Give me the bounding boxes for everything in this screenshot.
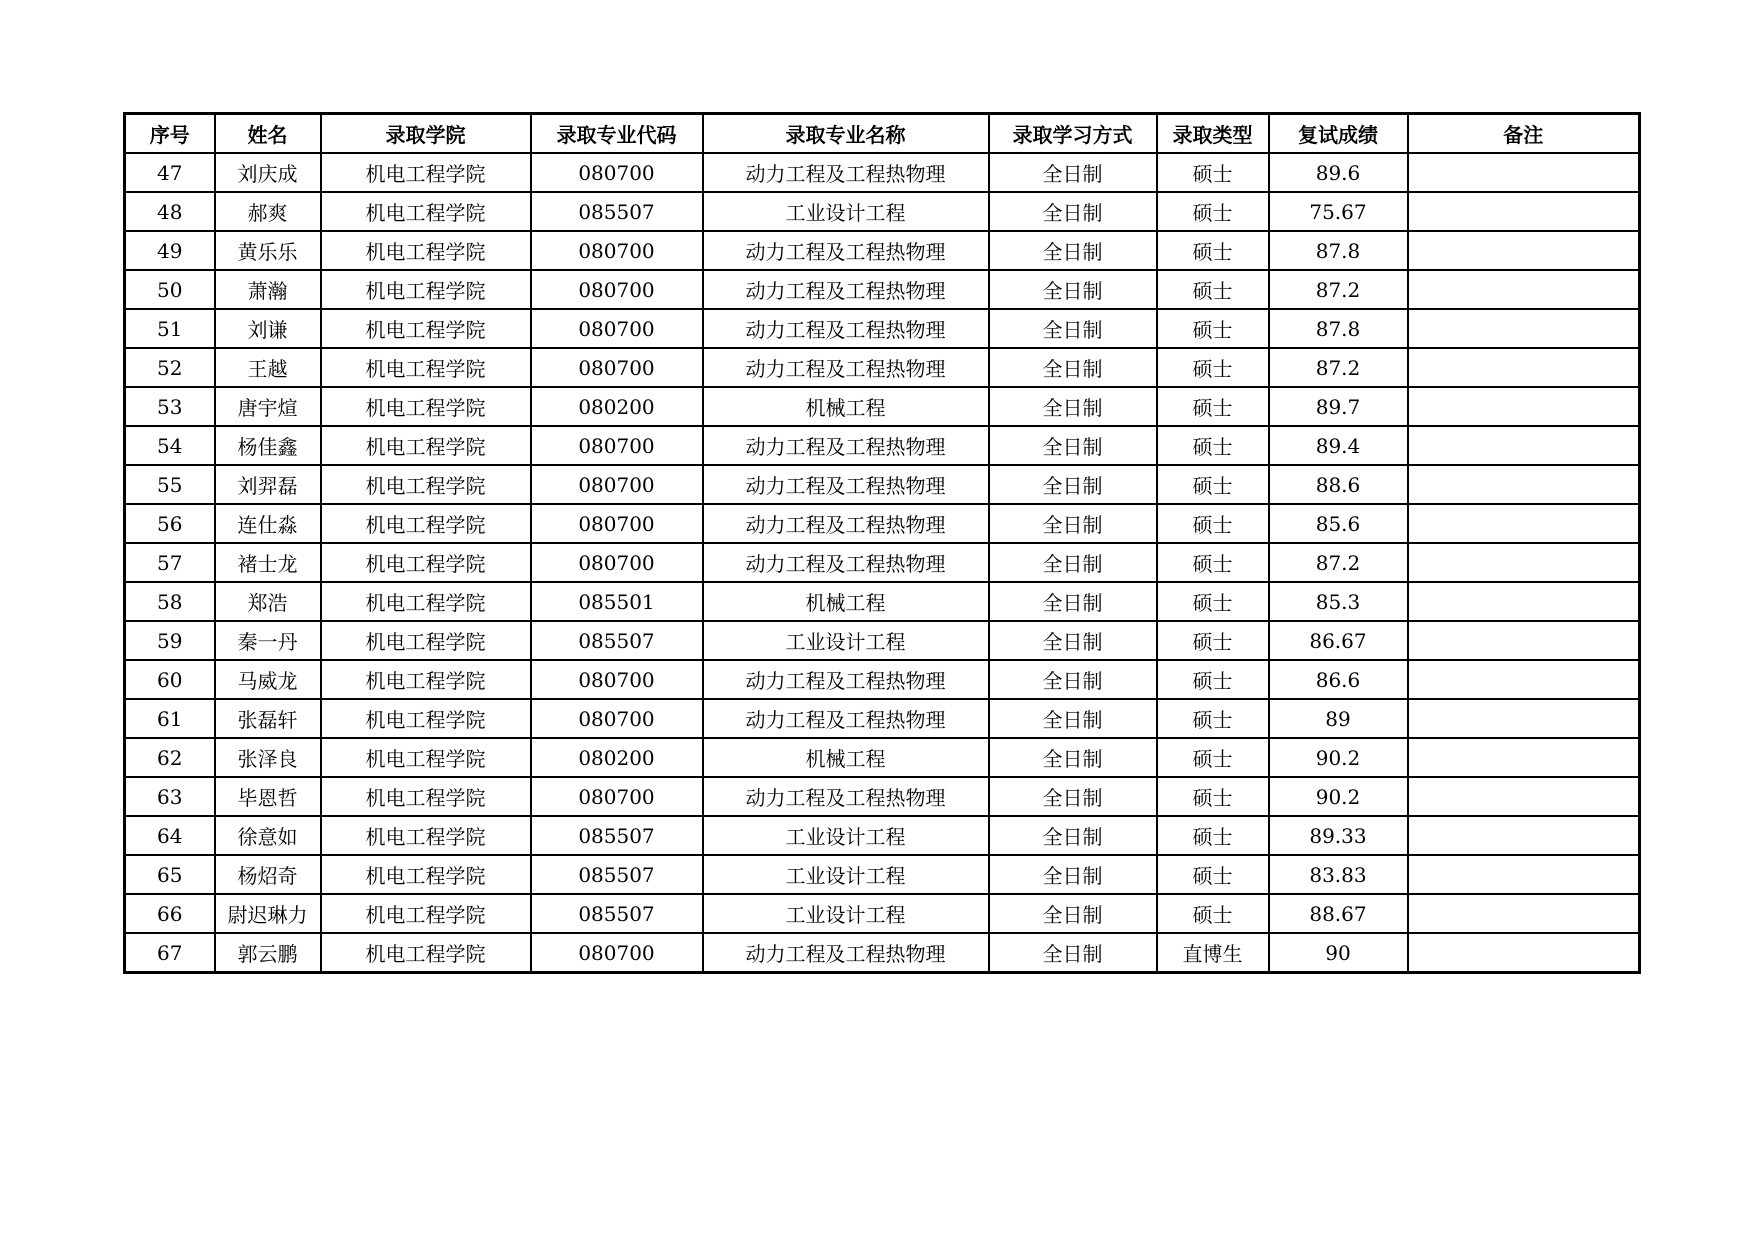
- name-cell: 秦一丹: [215, 621, 321, 660]
- remarks-cell: [1408, 153, 1640, 192]
- study-mode-cell: 全日制: [989, 387, 1157, 426]
- major-code-cell: 080200: [531, 387, 703, 426]
- header-major-code: 录取专业代码: [531, 114, 703, 154]
- major-name-cell: 工业设计工程: [703, 621, 989, 660]
- college-cell: 机电工程学院: [321, 192, 531, 231]
- study-mode-cell: 全日制: [989, 231, 1157, 270]
- seq-cell: 51: [125, 309, 215, 348]
- college-cell: 机电工程学院: [321, 465, 531, 504]
- seq-cell: 67: [125, 933, 215, 973]
- remarks-cell: [1408, 465, 1640, 504]
- table-row: [125, 660, 1640, 699]
- retest-score-cell: 86.67: [1269, 621, 1408, 660]
- table-row: [125, 465, 1640, 504]
- college-cell: 机电工程学院: [321, 309, 531, 348]
- study-mode-cell: 全日制: [989, 465, 1157, 504]
- study-mode-cell: 全日制: [989, 270, 1157, 309]
- admit-type-cell: 硕士: [1157, 387, 1269, 426]
- admit-type-cell: 硕士: [1157, 855, 1269, 894]
- remarks-cell: [1408, 855, 1640, 894]
- major-code-cell: 085507: [531, 621, 703, 660]
- major-code-cell: 080700: [531, 348, 703, 387]
- retest-score-cell: 90.2: [1269, 738, 1408, 777]
- remarks-cell: [1408, 738, 1640, 777]
- retest-score-cell: 88.67: [1269, 894, 1408, 933]
- major-name-cell: 机械工程: [703, 387, 989, 426]
- study-mode-cell: 全日制: [989, 543, 1157, 582]
- seq-cell: 49: [125, 231, 215, 270]
- major-code-cell: 080700: [531, 543, 703, 582]
- seq-cell: 53: [125, 387, 215, 426]
- remarks-cell: [1408, 699, 1640, 738]
- header-college: 录取学院: [321, 114, 531, 154]
- seq-cell: 52: [125, 348, 215, 387]
- name-cell: 杨炤奇: [215, 855, 321, 894]
- name-cell: 尉迟琳力: [215, 894, 321, 933]
- name-cell: 郭云鹏: [215, 933, 321, 973]
- seq-cell: 62: [125, 738, 215, 777]
- remarks-cell: [1408, 504, 1640, 543]
- study-mode-cell: 全日制: [989, 777, 1157, 816]
- seq-cell: 66: [125, 894, 215, 933]
- name-cell: 郝爽: [215, 192, 321, 231]
- major-code-cell: 085507: [531, 192, 703, 231]
- retest-score-cell: 89.7: [1269, 387, 1408, 426]
- remarks-cell: [1408, 348, 1640, 387]
- study-mode-cell: 全日制: [989, 894, 1157, 933]
- college-cell: 机电工程学院: [321, 231, 531, 270]
- major-name-cell: 动力工程及工程热物理: [703, 660, 989, 699]
- major-name-cell: 机械工程: [703, 582, 989, 621]
- table-row: [125, 270, 1640, 309]
- major-code-cell: 080700: [531, 777, 703, 816]
- name-cell: 张泽良: [215, 738, 321, 777]
- major-name-cell: 动力工程及工程热物理: [703, 270, 989, 309]
- table-row: [125, 699, 1640, 738]
- seq-cell: 60: [125, 660, 215, 699]
- admit-type-cell: 硕士: [1157, 777, 1269, 816]
- major-code-cell: 085507: [531, 855, 703, 894]
- admit-type-cell: 硕士: [1157, 270, 1269, 309]
- major-code-cell: 085507: [531, 816, 703, 855]
- table-row: [125, 894, 1640, 933]
- major-code-cell: 080700: [531, 309, 703, 348]
- college-cell: 机电工程学院: [321, 777, 531, 816]
- major-code-cell: 080200: [531, 738, 703, 777]
- retest-score-cell: 90: [1269, 933, 1408, 973]
- table-header-row: [125, 114, 1640, 154]
- table-body: [125, 153, 1640, 973]
- seq-cell: 54: [125, 426, 215, 465]
- admit-type-cell: 硕士: [1157, 309, 1269, 348]
- major-name-cell: 工业设计工程: [703, 816, 989, 855]
- admit-type-cell: 硕士: [1157, 504, 1269, 543]
- name-cell: 马威龙: [215, 660, 321, 699]
- major-name-cell: 工业设计工程: [703, 855, 989, 894]
- header-remarks: 备注: [1408, 114, 1640, 154]
- header-admit-type: 录取类型: [1157, 114, 1269, 154]
- name-cell: 徐意如: [215, 816, 321, 855]
- retest-score-cell: 87.2: [1269, 543, 1408, 582]
- header-retest-score: 复试成绩: [1269, 114, 1408, 154]
- study-mode-cell: 全日制: [989, 309, 1157, 348]
- header-name: 姓名: [215, 114, 321, 154]
- study-mode-cell: 全日制: [989, 738, 1157, 777]
- major-name-cell: 动力工程及工程热物理: [703, 231, 989, 270]
- remarks-cell: [1408, 192, 1640, 231]
- major-name-cell: 动力工程及工程热物理: [703, 426, 989, 465]
- major-name-cell: 动力工程及工程热物理: [703, 777, 989, 816]
- study-mode-cell: 全日制: [989, 660, 1157, 699]
- table-row: [125, 855, 1640, 894]
- name-cell: 杨佳鑫: [215, 426, 321, 465]
- college-cell: 机电工程学院: [321, 660, 531, 699]
- table-row: [125, 582, 1640, 621]
- name-cell: 王越: [215, 348, 321, 387]
- retest-score-cell: 85.6: [1269, 504, 1408, 543]
- major-name-cell: 动力工程及工程热物理: [703, 309, 989, 348]
- header-study-mode: 录取学习方式: [989, 114, 1157, 154]
- retest-score-cell: 87.8: [1269, 231, 1408, 270]
- admit-type-cell: 硕士: [1157, 894, 1269, 933]
- remarks-cell: [1408, 309, 1640, 348]
- seq-cell: 56: [125, 504, 215, 543]
- admit-type-cell: 硕士: [1157, 543, 1269, 582]
- name-cell: 刘谦: [215, 309, 321, 348]
- study-mode-cell: 全日制: [989, 153, 1157, 192]
- study-mode-cell: 全日制: [989, 621, 1157, 660]
- seq-cell: 61: [125, 699, 215, 738]
- retest-score-cell: 87.2: [1269, 270, 1408, 309]
- major-name-cell: 动力工程及工程热物理: [703, 699, 989, 738]
- major-name-cell: 机械工程: [703, 738, 989, 777]
- table-row: [125, 426, 1640, 465]
- seq-cell: 57: [125, 543, 215, 582]
- table-row: [125, 504, 1640, 543]
- name-cell: 唐宇煊: [215, 387, 321, 426]
- seq-cell: 50: [125, 270, 215, 309]
- college-cell: 机电工程学院: [321, 348, 531, 387]
- admit-type-cell: 硕士: [1157, 426, 1269, 465]
- admit-type-cell: 硕士: [1157, 231, 1269, 270]
- college-cell: 机电工程学院: [321, 543, 531, 582]
- major-code-cell: 080700: [531, 465, 703, 504]
- table-row: [125, 153, 1640, 192]
- seq-cell: 65: [125, 855, 215, 894]
- major-code-cell: 080700: [531, 426, 703, 465]
- study-mode-cell: 全日制: [989, 426, 1157, 465]
- remarks-cell: [1408, 621, 1640, 660]
- header-seq: 序号: [125, 114, 215, 154]
- study-mode-cell: 全日制: [989, 192, 1157, 231]
- college-cell: 机电工程学院: [321, 582, 531, 621]
- college-cell: 机电工程学院: [321, 504, 531, 543]
- admit-type-cell: 硕士: [1157, 348, 1269, 387]
- table-row: [125, 348, 1640, 387]
- retest-score-cell: 89: [1269, 699, 1408, 738]
- seq-cell: 59: [125, 621, 215, 660]
- table-row: [125, 387, 1640, 426]
- remarks-cell: [1408, 660, 1640, 699]
- table-row: [125, 192, 1640, 231]
- study-mode-cell: 全日制: [989, 348, 1157, 387]
- retest-score-cell: 75.67: [1269, 192, 1408, 231]
- major-name-cell: 动力工程及工程热物理: [703, 153, 989, 192]
- major-code-cell: 080700: [531, 270, 703, 309]
- major-code-cell: 080700: [531, 504, 703, 543]
- admit-type-cell: 硕士: [1157, 192, 1269, 231]
- major-code-cell: 080700: [531, 699, 703, 738]
- admit-type-cell: 硕士: [1157, 153, 1269, 192]
- name-cell: 张磊轩: [215, 699, 321, 738]
- seq-cell: 63: [125, 777, 215, 816]
- major-code-cell: 085507: [531, 894, 703, 933]
- major-name-cell: 动力工程及工程热物理: [703, 543, 989, 582]
- remarks-cell: [1408, 231, 1640, 270]
- table-row: [125, 621, 1640, 660]
- admit-type-cell: 硕士: [1157, 699, 1269, 738]
- remarks-cell: [1408, 426, 1640, 465]
- college-cell: 机电工程学院: [321, 699, 531, 738]
- retest-score-cell: 87.2: [1269, 348, 1408, 387]
- seq-cell: 64: [125, 816, 215, 855]
- name-cell: 刘庆成: [215, 153, 321, 192]
- college-cell: 机电工程学院: [321, 426, 531, 465]
- table-row: [125, 777, 1640, 816]
- retest-score-cell: 83.83: [1269, 855, 1408, 894]
- name-cell: 黄乐乐: [215, 231, 321, 270]
- major-code-cell: 080700: [531, 231, 703, 270]
- retest-score-cell: 88.6: [1269, 465, 1408, 504]
- remarks-cell: [1408, 270, 1640, 309]
- admit-type-cell: 硕士: [1157, 816, 1269, 855]
- table-row: [125, 543, 1640, 582]
- name-cell: 郑浩: [215, 582, 321, 621]
- name-cell: 刘羿磊: [215, 465, 321, 504]
- name-cell: 毕恩哲: [215, 777, 321, 816]
- admit-type-cell: 硕士: [1157, 465, 1269, 504]
- study-mode-cell: 全日制: [989, 816, 1157, 855]
- retest-score-cell: 89.33: [1269, 816, 1408, 855]
- major-code-cell: 080700: [531, 153, 703, 192]
- remarks-cell: [1408, 387, 1640, 426]
- header-major-name: 录取专业名称: [703, 114, 989, 154]
- retest-score-cell: 86.6: [1269, 660, 1408, 699]
- major-name-cell: 动力工程及工程热物理: [703, 465, 989, 504]
- name-cell: 萧瀚: [215, 270, 321, 309]
- table-row: [125, 933, 1640, 973]
- major-name-cell: 工业设计工程: [703, 192, 989, 231]
- college-cell: 机电工程学院: [321, 894, 531, 933]
- college-cell: 机电工程学院: [321, 738, 531, 777]
- remarks-cell: [1408, 543, 1640, 582]
- major-name-cell: 工业设计工程: [703, 894, 989, 933]
- retest-score-cell: 87.8: [1269, 309, 1408, 348]
- admit-type-cell: 硕士: [1157, 738, 1269, 777]
- name-cell: 连仕淼: [215, 504, 321, 543]
- admit-type-cell: 硕士: [1157, 621, 1269, 660]
- major-name-cell: 动力工程及工程热物理: [703, 504, 989, 543]
- college-cell: 机电工程学院: [321, 621, 531, 660]
- college-cell: 机电工程学院: [321, 387, 531, 426]
- study-mode-cell: 全日制: [989, 582, 1157, 621]
- table-row: [125, 816, 1640, 855]
- major-code-cell: 080700: [531, 933, 703, 973]
- seq-cell: 55: [125, 465, 215, 504]
- major-name-cell: 动力工程及工程热物理: [703, 348, 989, 387]
- seq-cell: 48: [125, 192, 215, 231]
- remarks-cell: [1408, 777, 1640, 816]
- major-code-cell: 085501: [531, 582, 703, 621]
- college-cell: 机电工程学院: [321, 153, 531, 192]
- remarks-cell: [1408, 894, 1640, 933]
- remarks-cell: [1408, 582, 1640, 621]
- college-cell: 机电工程学院: [321, 816, 531, 855]
- study-mode-cell: 全日制: [989, 855, 1157, 894]
- name-cell: 褚士龙: [215, 543, 321, 582]
- table-row: [125, 309, 1640, 348]
- admit-type-cell: 硕士: [1157, 582, 1269, 621]
- seq-cell: 47: [125, 153, 215, 192]
- admission-table: [123, 112, 1641, 974]
- college-cell: 机电工程学院: [321, 933, 531, 973]
- college-cell: 机电工程学院: [321, 270, 531, 309]
- table-row: [125, 231, 1640, 270]
- retest-score-cell: 89.6: [1269, 153, 1408, 192]
- study-mode-cell: 全日制: [989, 504, 1157, 543]
- college-cell: 机电工程学院: [321, 855, 531, 894]
- remarks-cell: [1408, 933, 1640, 973]
- retest-score-cell: 85.3: [1269, 582, 1408, 621]
- retest-score-cell: 89.4: [1269, 426, 1408, 465]
- table-row: [125, 738, 1640, 777]
- admit-type-cell: 硕士: [1157, 660, 1269, 699]
- major-code-cell: 080700: [531, 660, 703, 699]
- remarks-cell: [1408, 816, 1640, 855]
- study-mode-cell: 全日制: [989, 933, 1157, 973]
- study-mode-cell: 全日制: [989, 699, 1157, 738]
- admit-type-cell: 直博生: [1157, 933, 1269, 973]
- seq-cell: 58: [125, 582, 215, 621]
- major-name-cell: 动力工程及工程热物理: [703, 933, 989, 973]
- retest-score-cell: 90.2: [1269, 777, 1408, 816]
